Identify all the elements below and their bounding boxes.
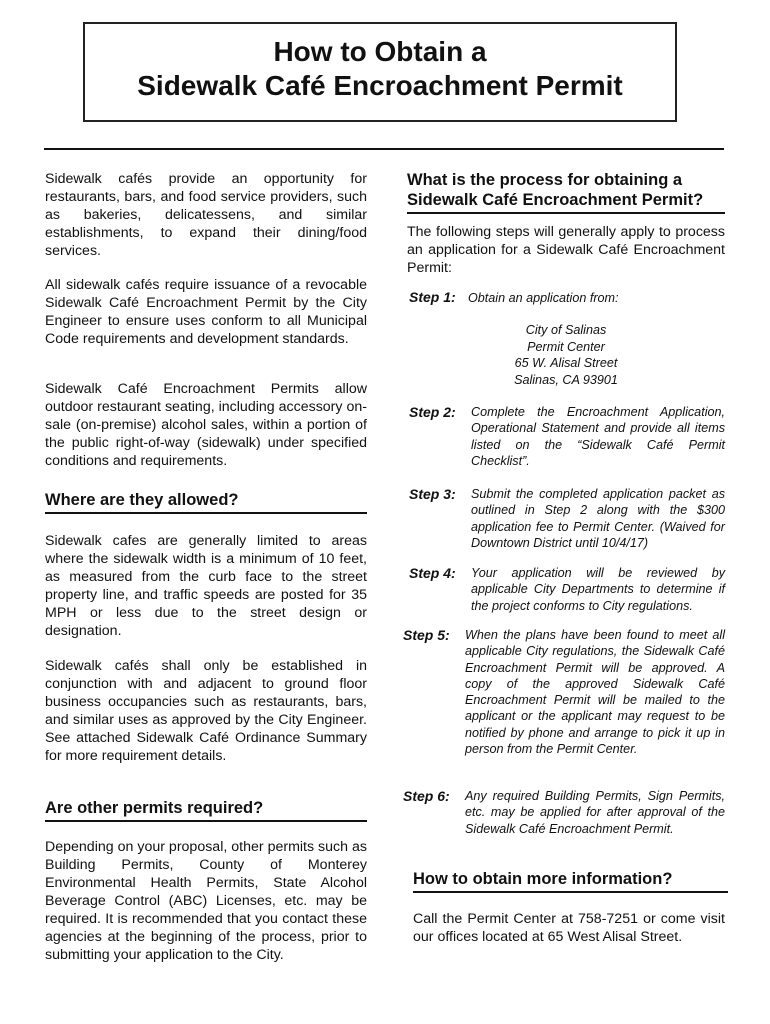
process-heading-line-2: Sidewalk Café Encroachment Permit?: [407, 191, 704, 209]
other-permits-heading: Are other permits required?: [45, 798, 367, 822]
intro-paragraph-3: Sidewalk Café Encroachment Permits allow outdoor restaurant seating, including accessory on-sale (on-premise) alcohol sales, within a portion of the public right-of-way (sidewalk) under specified conditions and requirements.: [45, 381, 367, 469]
more-info-heading: How to obtain more information?: [413, 869, 728, 893]
other-permits-paragraph: Depending on your proposal, other permits such as Building Permits, County of Monterey Environmental Health Permits, State Alcohol Beverage Control (ABC) Licenses, etc. may be required. It is recommended that you contact these agencies at the beginning of the process, prior to submitting your application to the City.: [45, 839, 367, 963]
address-line: 65 W. Alisal Street: [514, 356, 618, 371]
top-divider: [44, 148, 724, 150]
process-intro: The following steps will generally apply to process an application for a Sidewalk Café Encroachment Permit:: [407, 224, 725, 276]
address-line: Permit Center: [527, 339, 605, 354]
step-text: Submit the completed application packet as outlined in Step 2 along with the $300 application fee to Permit Center. (Waived for Downtown District until 10/4/17): [471, 487, 725, 550]
where-heading: Where are they allowed?: [45, 490, 367, 514]
permit-center-address: [407, 322, 725, 388]
step-text: Any required Building Permits, Sign Permits, etc. may be applied for after approval of the Sidewalk Café Encroachment Permit.: [465, 789, 725, 836]
title-box: [83, 22, 677, 122]
step-label: Step 2:: [409, 404, 456, 420]
step-label: Step 4:: [409, 565, 456, 581]
step-text: Your application will be reviewed by applicable City Departments to determine if the project conforms to City regulations.: [471, 566, 725, 613]
step-text: When the plans have been found to meet all applicable City regulations, the Sidewalk Café Encroachment Permit will be approved. A copy of the approved Sidewalk Café Encroachment Permit will be mailed to the applicant or the applicant may request to be notified by phone and arrange to pick it up in person from the Permit Center.: [465, 628, 725, 757]
step-6: [403, 788, 725, 856]
intro-paragraph-1: Sidewalk cafés provide an opportunity for restaurants, bars, and food service providers, such as bakeries, delicatessens, and similar establishments, to expand their dining/food services.: [45, 171, 367, 259]
title-line-1: How to Obtain a: [273, 36, 487, 67]
step-text: Obtain an application from:: [468, 291, 619, 305]
step-text: Complete the Encroachment Application, Operational Statement and provide all items listed on the “Sidewalk Café Permit Checklist”.: [471, 405, 725, 468]
step-label: Step 1:: [409, 289, 456, 305]
process-heading-line-1: What is the process for obtaining a: [407, 171, 683, 189]
title-line-2: Sidewalk Café Encroachment Permit: [137, 70, 623, 101]
step-label: Step 5:: [403, 627, 450, 643]
where-paragraph-1: Sidewalk cafes are generally limited to areas where the sidewalk width is a minimum of 10 feet, as measured from the curb face to the street property line, and traffic speeds are posted for 35 MPH or less due to the street design or designation.: [45, 533, 367, 639]
address-line: Salinas, CA 93901: [514, 372, 618, 387]
where-paragraph-2: Sidewalk cafés shall only be established in conjunction with and adjacent to ground floor business occupancies such as restaurants, bars, and similar uses as approved by the City Engineer. See attached Sidewalk Café Ordinance Summary for more requirement details.: [45, 658, 367, 764]
step-label: Step 6:: [403, 788, 450, 804]
more-info-paragraph: Call the Permit Center at 758-7251 or come visit our offices located at 65 West Alisal Street.: [413, 911, 725, 945]
step-3: [409, 486, 725, 554]
address-line: City of Salinas: [525, 323, 607, 337]
step-1: [409, 289, 725, 309]
step-2: [409, 404, 725, 472]
step-label: Step 3:: [409, 486, 456, 502]
intro-paragraph-2: All sidewalk cafés require issuance of a revocable Sidewalk Café Encroachment Permit by the City Engineer to ensure uses conform to all Municipal Code requirements and development standards.: [45, 277, 367, 347]
step-5: [403, 627, 725, 777]
process-heading: [407, 170, 725, 214]
step-4: [409, 565, 725, 617]
